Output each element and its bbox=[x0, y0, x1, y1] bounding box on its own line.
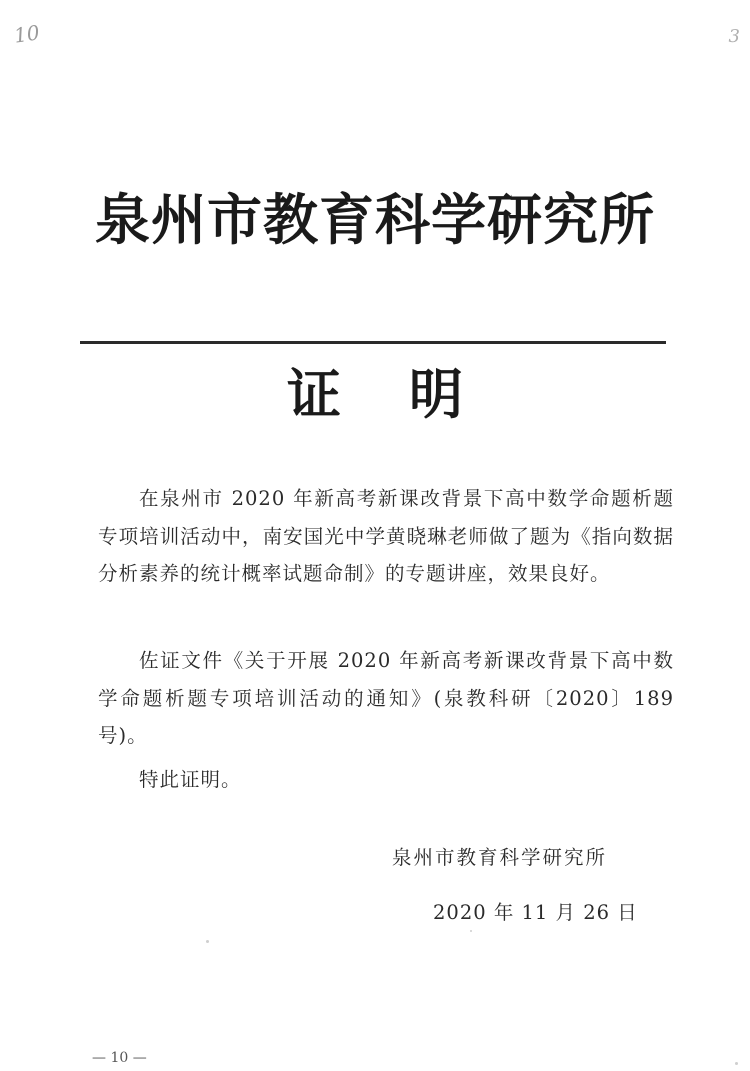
signature-date: 2020 年 11 月 26 日 bbox=[433, 901, 638, 924]
scan-speck bbox=[206, 940, 209, 943]
paragraph-text: 特此证明。 bbox=[138, 768, 242, 791]
paragraph-text: 在泉州市 2020 年新高考新课改背景下高中数学命题析题专项培训活动中，南安国光中学黄晓琳老师做了题为《指向数据分析素养的统计概率试题命制》的专题讲座，效果良好。 bbox=[98, 487, 674, 585]
page-number: — 10 — bbox=[92, 1050, 147, 1066]
handwritten-corner-mark: 3 bbox=[728, 26, 740, 47]
paragraph-text: 佐证文件《关于开展 2020 年新高考新课改背景下高中数学命题析题专项培训活动的通知》(泉教科研〔2020〕189 号)。 bbox=[98, 649, 674, 747]
scan-speck bbox=[470, 930, 472, 932]
handwritten-page-mark: 10 bbox=[12, 20, 41, 48]
body-paragraph bbox=[98, 761, 674, 799]
body-paragraph bbox=[98, 480, 674, 593]
document-title bbox=[82, 352, 668, 429]
body-paragraph bbox=[98, 642, 674, 755]
signature-issuer: 泉州市教育科学研究所 bbox=[392, 846, 608, 869]
letterhead-organization: 泉州市教育科学研究所 bbox=[94, 187, 655, 252]
scan-speck bbox=[735, 1062, 738, 1065]
document-title-char: 明 bbox=[409, 363, 463, 426]
letterhead-divider bbox=[80, 341, 666, 344]
document-title-char: 证 bbox=[287, 363, 341, 426]
